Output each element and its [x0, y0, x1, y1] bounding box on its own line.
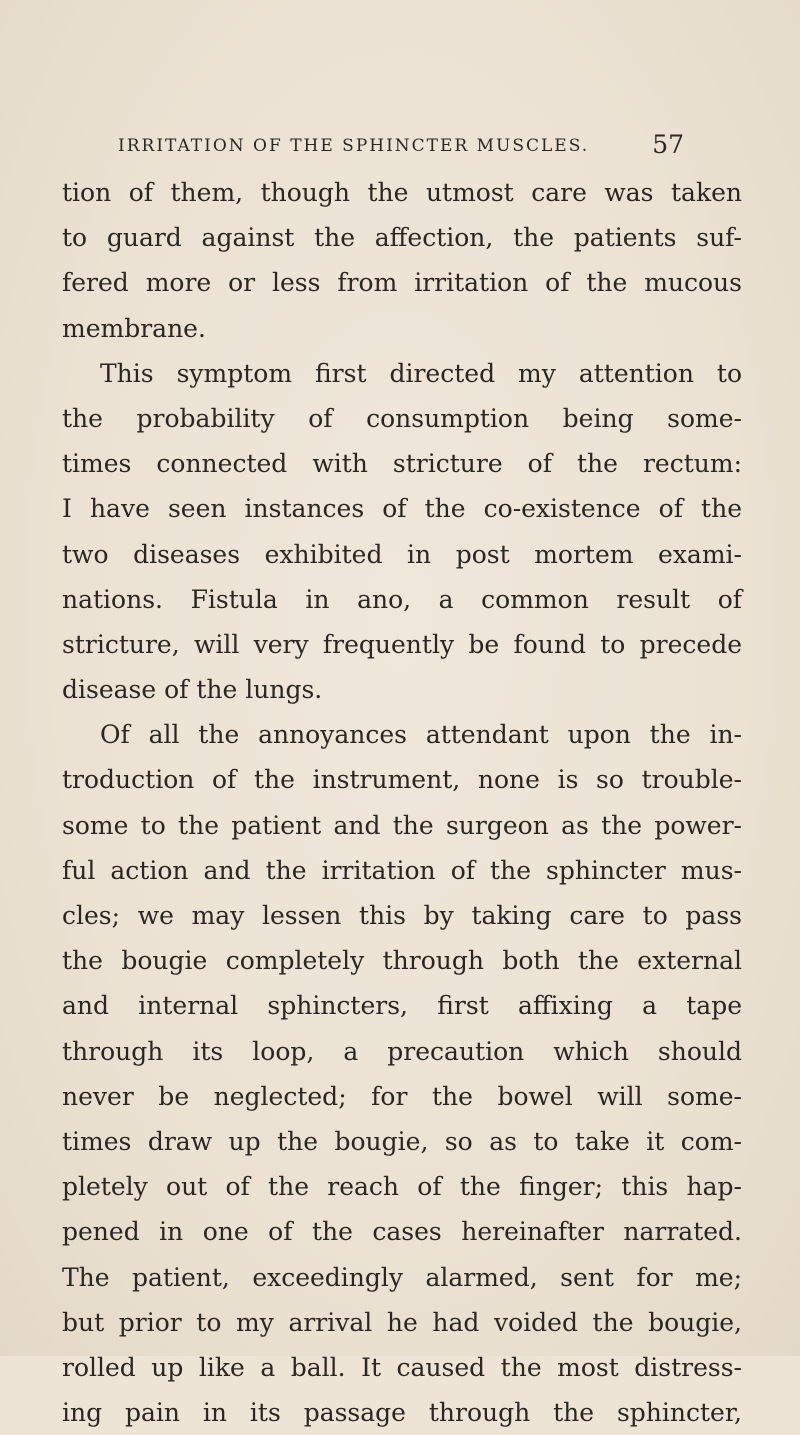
text-line: stricture, will very frequently be found to precede [62, 629, 742, 659]
text-line: the probability of consumption being some- [62, 403, 742, 433]
text-line: times draw up the bougie, so as to take it com- [62, 1126, 742, 1156]
text-line: Of all the annoyances attendant upon the in- [100, 720, 742, 750]
text-line: nations. Fistula in ano, a common result of [62, 584, 742, 614]
text-line: This symptom first directed my attention to [100, 358, 742, 388]
text-line: some to the patient and the surgeon as the power- [62, 810, 742, 840]
running-title: IRRITATION OF THE SPHINCTER MUSCLES. [118, 136, 590, 156]
text-line: never be neglected; for the bowel will some- [62, 1081, 742, 1111]
text-line: fered more or less from irritation of the mucous [62, 268, 742, 298]
text-line: The patient, exceedingly alarmed, sent for me; [62, 1262, 742, 1292]
running-head [118, 130, 684, 166]
text-line: and internal sphincters, first affixing a tape [62, 991, 742, 1021]
text-line: the bougie completely through both the external [62, 946, 742, 976]
text-line: membrane. [62, 313, 206, 343]
text-line: tion of them, though the utmost care was taken [62, 178, 742, 207]
text-line: cles; we may lessen this by taking care to pass [62, 901, 742, 930]
text-line: disease of the lungs. [62, 675, 323, 705]
text-line: pened in one of the cases hereinafter narrated. [62, 1217, 742, 1247]
text-line: ing pain in its passage through the sphincter, [62, 1398, 742, 1428]
page-number: 57 [652, 130, 684, 159]
text-line: two diseases exhibited in post mortem exami- [62, 539, 742, 569]
text-line: troduction of the instrument, none is so trouble- [62, 765, 742, 795]
text-line: to guard against the affection, the patients suf- [62, 223, 742, 253]
text-line: pletely out of the reach of the finger; this hap- [62, 1172, 742, 1202]
text-line: but prior to my arrival he had voided the bougie, [62, 1307, 742, 1337]
body-text [62, 170, 742, 1435]
text-line: ful action and the irritation of the sphincter mus- [62, 855, 742, 885]
text-line: through its loop, a precaution which should [62, 1036, 742, 1066]
text-line: times connected with stricture of the rectum: [62, 449, 742, 479]
text-line: I have seen instances of the co-existence of the [62, 494, 742, 524]
text-line: rolled up like a ball. It caused the most distress- [62, 1352, 742, 1382]
